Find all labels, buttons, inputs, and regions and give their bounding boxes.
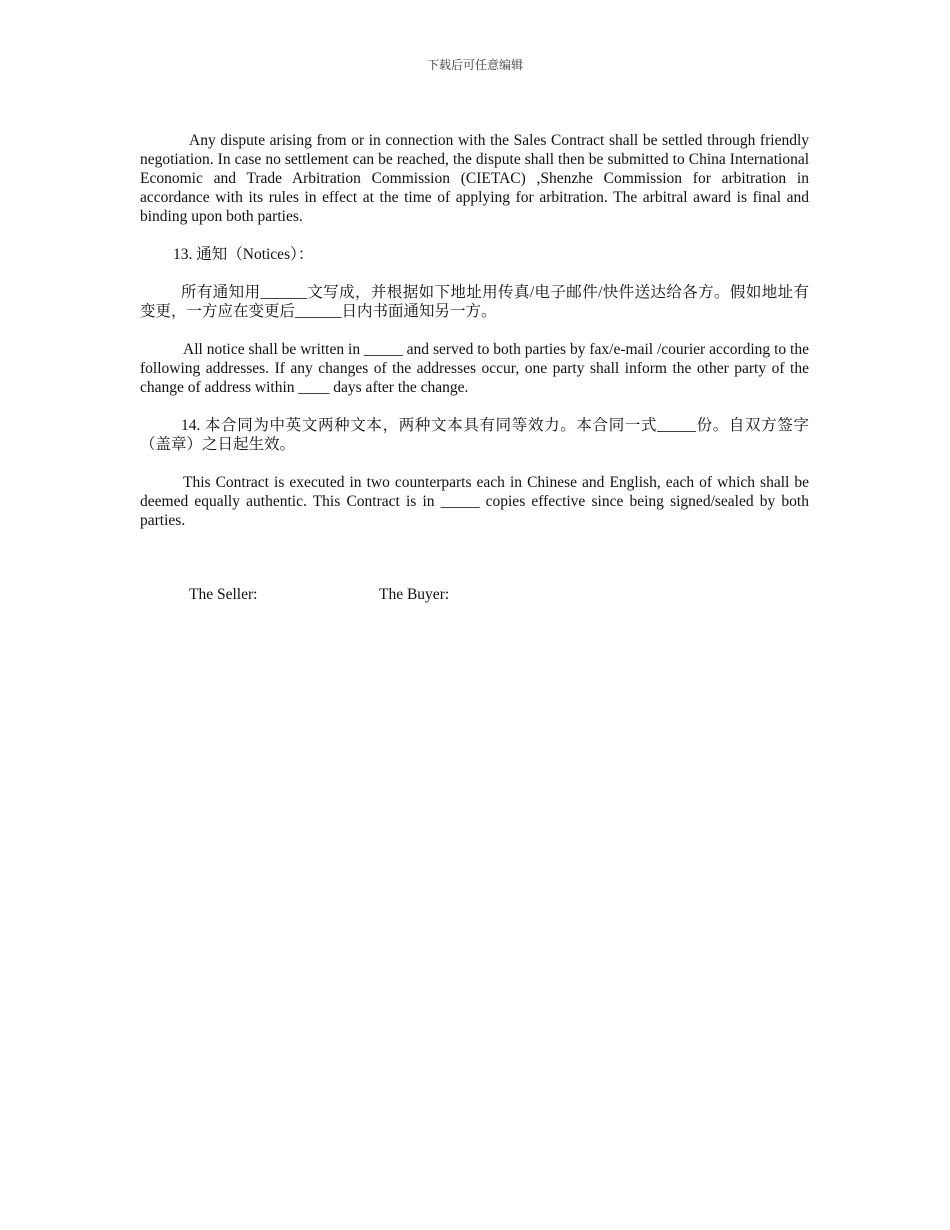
- buyer-signature-label: The Buyer:: [379, 586, 450, 603]
- clause-14-paragraph-cn: 14. 本合同为中英文两种文本，两种文本具有同等效力。本合同一式_____份。自双方签字（盖章）之日起生效。: [140, 417, 809, 453]
- header-note: 下载后可任意编辑: [426, 58, 523, 72]
- notices-paragraph-cn: 所有通知用______文写成，并根据如下地址用传真/电子邮件/快件送达给各方。假如地址有变更，一方应在变更后______日内书面通知另一方。: [140, 284, 809, 320]
- document-body: [140, 131, 809, 549]
- notices-paragraph-en: All notice shall be written in _____ and served to both parties by fax/e-mail /courier according to the following addresses. If any changes of the addresses occur, one party shall inform the other party of the change of address within ____ days after the change.: [140, 341, 809, 396]
- seller-signature-label: The Seller:: [189, 586, 258, 603]
- dispute-paragraph-en: Any dispute arising from or in connection with the Sales Contract shall be settled through friendly negotiation. In case no settlement can be reached, the dispute shall then be submitted to China International Economic and Trade Arbitration Commission (CIETAC) ,Shenzhe Commission for arbitration in accordance with its rules in effect at the time of applying for arbitration. The arbitral award is final and binding upon both parties.: [140, 132, 809, 225]
- clause-14-paragraph-en: This Contract is executed in two counterparts each in Chinese and English, each of which shall be deemed equally authentic. This Contract is in _____ copies effective since being signed/sealed by both parties.: [140, 474, 809, 529]
- notices-heading: 13. 通知（Notices）：: [173, 246, 314, 263]
